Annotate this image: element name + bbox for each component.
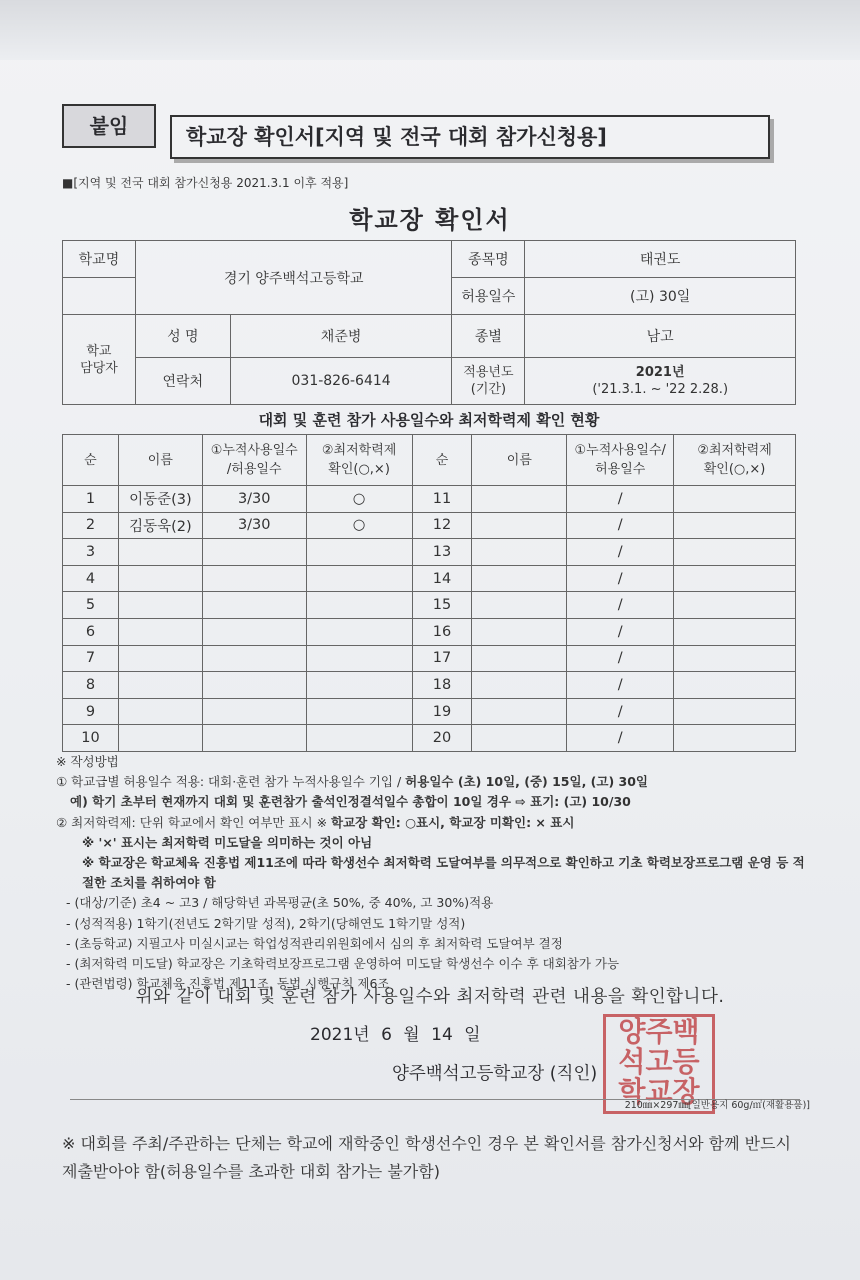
header-days [202,435,306,486]
cell-name-right [472,539,567,566]
issue-date: 2021년 6 월 14 일 [310,1025,481,1045]
cell-check [306,698,412,725]
cell-name: 김동욱(2) [118,512,202,539]
page-shadow [0,0,860,60]
cell-name [118,645,202,672]
cell-days: 3/30 [202,486,306,513]
cell-name-right [472,672,567,699]
cell-order-right: 18 [412,672,472,699]
cell-check: ○ [306,486,412,513]
year-label-line1: 적용년도 [463,365,514,380]
cell-check [306,539,412,566]
cell-days [202,565,306,592]
contact-label: 연락처 [135,358,230,405]
cell-name: 이동준(3) [118,486,202,513]
cell-order: 10 [63,725,119,752]
cell-check: ○ [306,512,412,539]
header-grade-right-line2: 확인(○,×) [703,462,766,477]
cell-order: 5 [63,592,119,619]
cell-name [118,618,202,645]
cell-days-right: / [567,539,674,566]
cell-days: 3/30 [202,512,306,539]
cell-check-right [674,512,796,539]
table-row [63,725,796,752]
cell-order-right: 15 [412,592,472,619]
note-3: ※ '×' 표시는 최저학력 미도달을 의미하는 것이 아님 [82,834,373,850]
cell-days-right: / [567,512,674,539]
confirmation-statement: 위와 같이 대회 및 훈련 참가 사용일수와 최저학력 관련 내용을 확인합니다. [135,987,725,1007]
allowed-days-label: 허용일수 [452,278,525,315]
cell-name-right [472,645,567,672]
cell-order: 2 [63,512,119,539]
cell-days-right: / [567,592,674,619]
paper-spec: 210㎜×297㎜[일반용지 60g/㎡(재활용품)] [624,1100,810,1111]
cell-order: 4 [63,565,119,592]
period-value: ('21.3.1. ~ '22 2.28.) [592,382,729,397]
form-title: 학교장 확인서[지역 및 전국 대회 참가신청용] [170,115,770,159]
note-2-text: ② 최저학력제: 단위 학교에서 확인 여부만 표시 ※ [56,814,332,830]
cell-check [306,672,412,699]
cell-order-right: 11 [412,486,472,513]
school-info-table [62,240,796,405]
cell-days-right: / [567,672,674,699]
footer-note: ※ 대회를 주최/주관하는 단체는 학교에 재학중인 학생선수인 경우 본 확인서를 참가신청서와 함께 반드시 제출받아야 함(허용일수를 초과한 대회 참가는 불가함) [62,1134,791,1181]
cell-days-right: / [567,565,674,592]
cell-days-right: / [567,486,674,513]
cell-order-right: 14 [412,565,472,592]
cell-check-right [674,565,796,592]
cell-order: 3 [63,539,119,566]
cell-days-right: / [567,618,674,645]
sport-label: 종목명 [452,241,525,278]
year-value-cell [525,358,796,405]
cell-name-right [472,618,567,645]
table-header-row [63,435,796,486]
contact-value: 031-826-6414 [230,358,452,405]
cell-check [306,645,412,672]
instructions [56,752,816,994]
gender-value: 남고 [525,315,796,358]
cell-order: 9 [63,698,119,725]
staff-label-line1: 학교 [86,343,112,359]
staff-label [63,315,136,405]
header-grade-right [674,435,796,486]
cell-check-right [674,698,796,725]
cell-days [202,672,306,699]
cell-days [202,539,306,566]
note-7: - (초등학교) 지필고사 미실시교는 학업성적관리위원회에서 심의 후 최저학력 도달여부 결정 [66,935,563,951]
attachment-label: 붙임 [62,104,156,148]
cell-order-right: 17 [412,645,472,672]
name-label: 성 명 [135,315,230,358]
gender-label: 종별 [452,315,525,358]
cell-check-right [674,672,796,699]
document-title: 학교장 확인서 [349,206,511,234]
school-value: 경기 양주백석고등학교 [135,241,452,315]
cell-name [118,539,202,566]
notes-heading: ※ 작성방법 [56,754,119,769]
principal-signature: 양주백석고등학교장 (직인) [392,1064,598,1084]
header-grade [306,435,412,486]
note-1 [56,772,816,792]
cell-days-right: / [567,698,674,725]
header-days-right-line1: ①누적사용일수/ [574,443,666,458]
cell-days [202,645,306,672]
table-row [63,539,796,566]
note-1-text: ① 학교급별 허용일수 적용: 대회·훈련 참가 누적사용일수 기입 / [56,774,406,790]
cell-name-right [472,592,567,619]
header-days-right [567,435,674,486]
note-9: - (관련법령) 학교체육 진흥법 제11조, 동법 시행규칙 제6조 [66,976,390,992]
cell-name-right [472,565,567,592]
cell-check [306,618,412,645]
table-row [63,698,796,725]
cell-days [202,618,306,645]
note-1-emphasis: 허용일수 (초) 10일, (중) 15일, (고) 30일 [405,774,648,790]
form-note: ■[지역 및 전국 대회 참가신청용 2021.3.1 이후 적용] [62,176,349,190]
table-row [63,645,796,672]
note-6: - (성적적용) 1학기(전년도 2학기말 성적), 2학기(당해연도 1학기말 성적) [66,915,466,931]
cell-order: 1 [63,486,119,513]
cell-order-right: 20 [412,725,472,752]
note-2-emphasis: 학교장 확인: ○표시, 학교장 미확인: × 표시 [331,814,575,830]
header-grade-line2: 확인(○,×) [328,462,390,477]
cell-name [118,672,202,699]
header-name-right: 이름 [472,435,567,486]
section-title: 대회 및 훈련 참가 사용일수와 최저학력제 확인 현황 [258,411,600,429]
cell-order: 6 [63,618,119,645]
cell-name-right [472,725,567,752]
cell-days [202,592,306,619]
cell-days [202,698,306,725]
header-order-right: 순 [412,435,472,486]
cell-name [118,565,202,592]
allowed-days-value: (고) 30일 [525,278,796,315]
participation-table [62,434,796,752]
cell-name-right [472,486,567,513]
name-value: 채준병 [230,315,452,358]
table-row [63,618,796,645]
school-label: 학교명 [63,241,136,278]
cell-check-right [674,725,796,752]
year-value: 2021년 [635,365,685,380]
school-label-cont [63,278,136,315]
cell-check-right [674,645,796,672]
table-row [63,486,796,513]
staff-label-line2: 담당자 [80,360,118,376]
cell-name [118,592,202,619]
header-name: 이름 [118,435,202,486]
cell-days-right: / [567,725,674,752]
table-row [63,512,796,539]
table-row [63,565,796,592]
cell-check-right [674,539,796,566]
year-label [452,358,525,405]
year-label-line2: (기간) [470,382,507,397]
cell-check-right [674,486,796,513]
header-days-line2: /허용일수 [226,462,282,477]
cell-name-right [472,698,567,725]
cell-name-right [472,512,567,539]
cell-order-right: 13 [412,539,472,566]
note-1-example: 예) 학기 초부터 현재까지 대회 및 훈련참가 출석인정결석일수 총합이 10일 경우 ⇨ 표기: (고) 10/30 [70,794,631,810]
table-row [63,672,796,699]
note-8: - (최저학력 미도달) 학교장은 기초학력보장프로그램 운영하여 미도달 학생선수 이수 후 대회참가 가능 [66,956,620,972]
cell-order: 7 [63,645,119,672]
official-seal: 양주백 석고등 학교장 [603,1014,715,1114]
note-4: ※ 학교장은 학교체육 진흥법 제11조에 따라 학생선수 최저학력 도달여부를 의무적으로 확인하고 기초 학력보장프로그램 운영 등 적절한 조치를 취하여야 함 [82,855,805,891]
header-grade-line1: ②최저학력제 [321,443,397,458]
header-days-line1: ①누적사용일수 [210,443,298,458]
cell-order-right: 12 [412,512,472,539]
cell-order-right: 16 [412,618,472,645]
cell-name [118,725,202,752]
sport-value: 태권도 [525,241,796,278]
cell-order-right: 19 [412,698,472,725]
table-row [63,592,796,619]
header-order: 순 [63,435,119,486]
cell-name [118,698,202,725]
cell-days [202,725,306,752]
cell-check [306,725,412,752]
header-days-right-line2: 허용일수 [595,462,646,477]
cell-check-right [674,618,796,645]
header-grade-right-line1: ②최저학력제 [697,443,772,458]
cell-check [306,592,412,619]
cell-check-right [674,592,796,619]
note-5: - (대상/기준) 초4 ~ 고3 / 해당학년 과목평균(초 50%, 중 40%, 고 30%)적용 [66,895,494,911]
cell-check [306,565,412,592]
cell-days-right: / [567,645,674,672]
cell-order: 8 [63,672,119,699]
note-2 [56,813,816,833]
